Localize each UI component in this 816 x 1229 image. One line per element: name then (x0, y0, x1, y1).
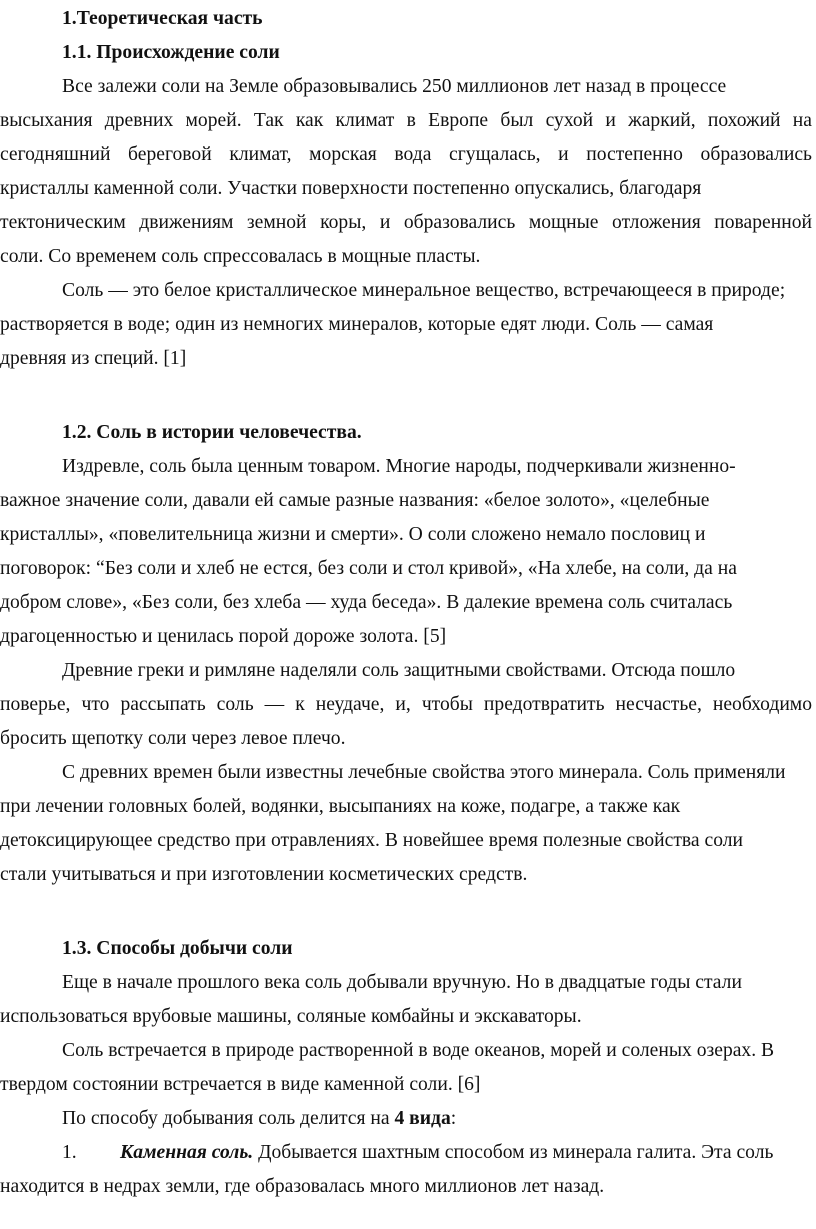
paragraph-line: детоксицирующее средство при отравлениях. В новейшее время полезные свойства соли (0, 830, 743, 851)
paragraph-line: Все залежи соли на Земле образовывались 250 миллионов лет назад в процессе (62, 76, 727, 97)
paragraph-line: Соль — это белое кристаллическое минеральное вещество, встречающееся в природе; (62, 280, 786, 301)
list-item-1 (62, 1136, 773, 1170)
paragraph-line: стали учитываться и при изготовлении косметических средств. (0, 864, 528, 885)
paragraph-line: Еще в начале прошлого века соль добывали вручную. Но в двадцатые годы стали (62, 972, 742, 993)
paragraph-line: добром слове», «Без соли, без хлеба — худа беседа». В далекие времена соль считалась (0, 592, 733, 613)
section-1-1-heading: 1.1. Происхождение соли (62, 42, 280, 63)
paragraph-line: тектоническим движениям земной коры, и образовались мощные отложения поваренной (0, 212, 812, 233)
list-item-1-continuation: находится в недрах земли, где образовалась много миллионов лет назад. (0, 1176, 605, 1197)
types-intro-line (62, 1102, 456, 1136)
paragraph-line: растворяется в воде; один из немногих минералов, которые едят люди. Соль — самая (0, 314, 714, 335)
paragraph-line: бросить щепотку соли через левое плечо. (0, 728, 346, 749)
paragraph-line: кристаллы каменной соли. Участки поверхности постепенно опускались, благодаря (0, 178, 702, 199)
paragraph-line: использоваться врубовые машины, соляные комбайны и экскаваторы. (0, 1006, 582, 1027)
types-intro-text: По способу добывания соль делится на (62, 1108, 395, 1129)
list-item-term: Каменная соль. (120, 1142, 254, 1163)
paragraph-line: древняя из специй. [1] (0, 348, 187, 369)
section-1-heading: 1.Теоретическая часть (62, 8, 263, 29)
paragraph-line: драгоценностью и ценилась порой дороже золота. [5] (0, 626, 447, 647)
section-1-2-heading: 1.2. Соль в истории человечества. (62, 422, 362, 443)
section-1-3-heading: 1.3. Способы добычи соли (62, 938, 293, 959)
paragraph-line: С древних времен были известны лечебные свойства этого минерала. Соль применяли (62, 762, 786, 783)
paragraph-line: сегодняшний береговой климат, морская вода сгущалась, и постепенно образовались (0, 144, 812, 165)
paragraph-line: поверье, что рассыпать соль — к неудаче, и, чтобы предотвратить несчастье, необходимо (0, 694, 812, 715)
paragraph-line: соли. Со временем соль спрессовалась в мощные пласты. (0, 246, 481, 267)
paragraph-line: твердом состоянии встречается в виде каменной соли. [6] (0, 1074, 481, 1095)
paragraph-line: Соль встречается в природе растворенной в воде океанов, морей и соленых озерах. В (62, 1040, 775, 1061)
paragraph-line: при лечении головных болей, водянки, высыпаниях на коже, подагре, а также как (0, 796, 681, 817)
list-item-number: 1. (62, 1142, 77, 1163)
types-colon: : (450, 1108, 457, 1129)
paragraph-line: кристаллы», «повелительница жизни и смерти». О соли сложено немало пословиц и (0, 524, 706, 545)
paragraph-line: важное значение соли, давали ей самые разные названия: «белое золото», «целебные (0, 490, 710, 511)
types-count: 4 вида (394, 1108, 451, 1129)
paragraph-line: высыхания древних морей. Так как климат в Европе был сухой и жаркий, похожий на (0, 110, 812, 131)
list-item-text: Добывается шахтным способом из минерала галита. Эта соль (253, 1142, 774, 1163)
paragraph-line: Древние греки и римляне наделяли соль защитными свойствами. Отсюда пошло (62, 660, 736, 681)
paragraph-line: поговорок: “Без соли и хлеб не естся, без соли и стол кривой», «На хлебе, на соли, да на (0, 558, 737, 579)
paragraph-line: Издревле, соль была ценным товаром. Многие народы, подчеркивали жизненно- (62, 456, 736, 477)
